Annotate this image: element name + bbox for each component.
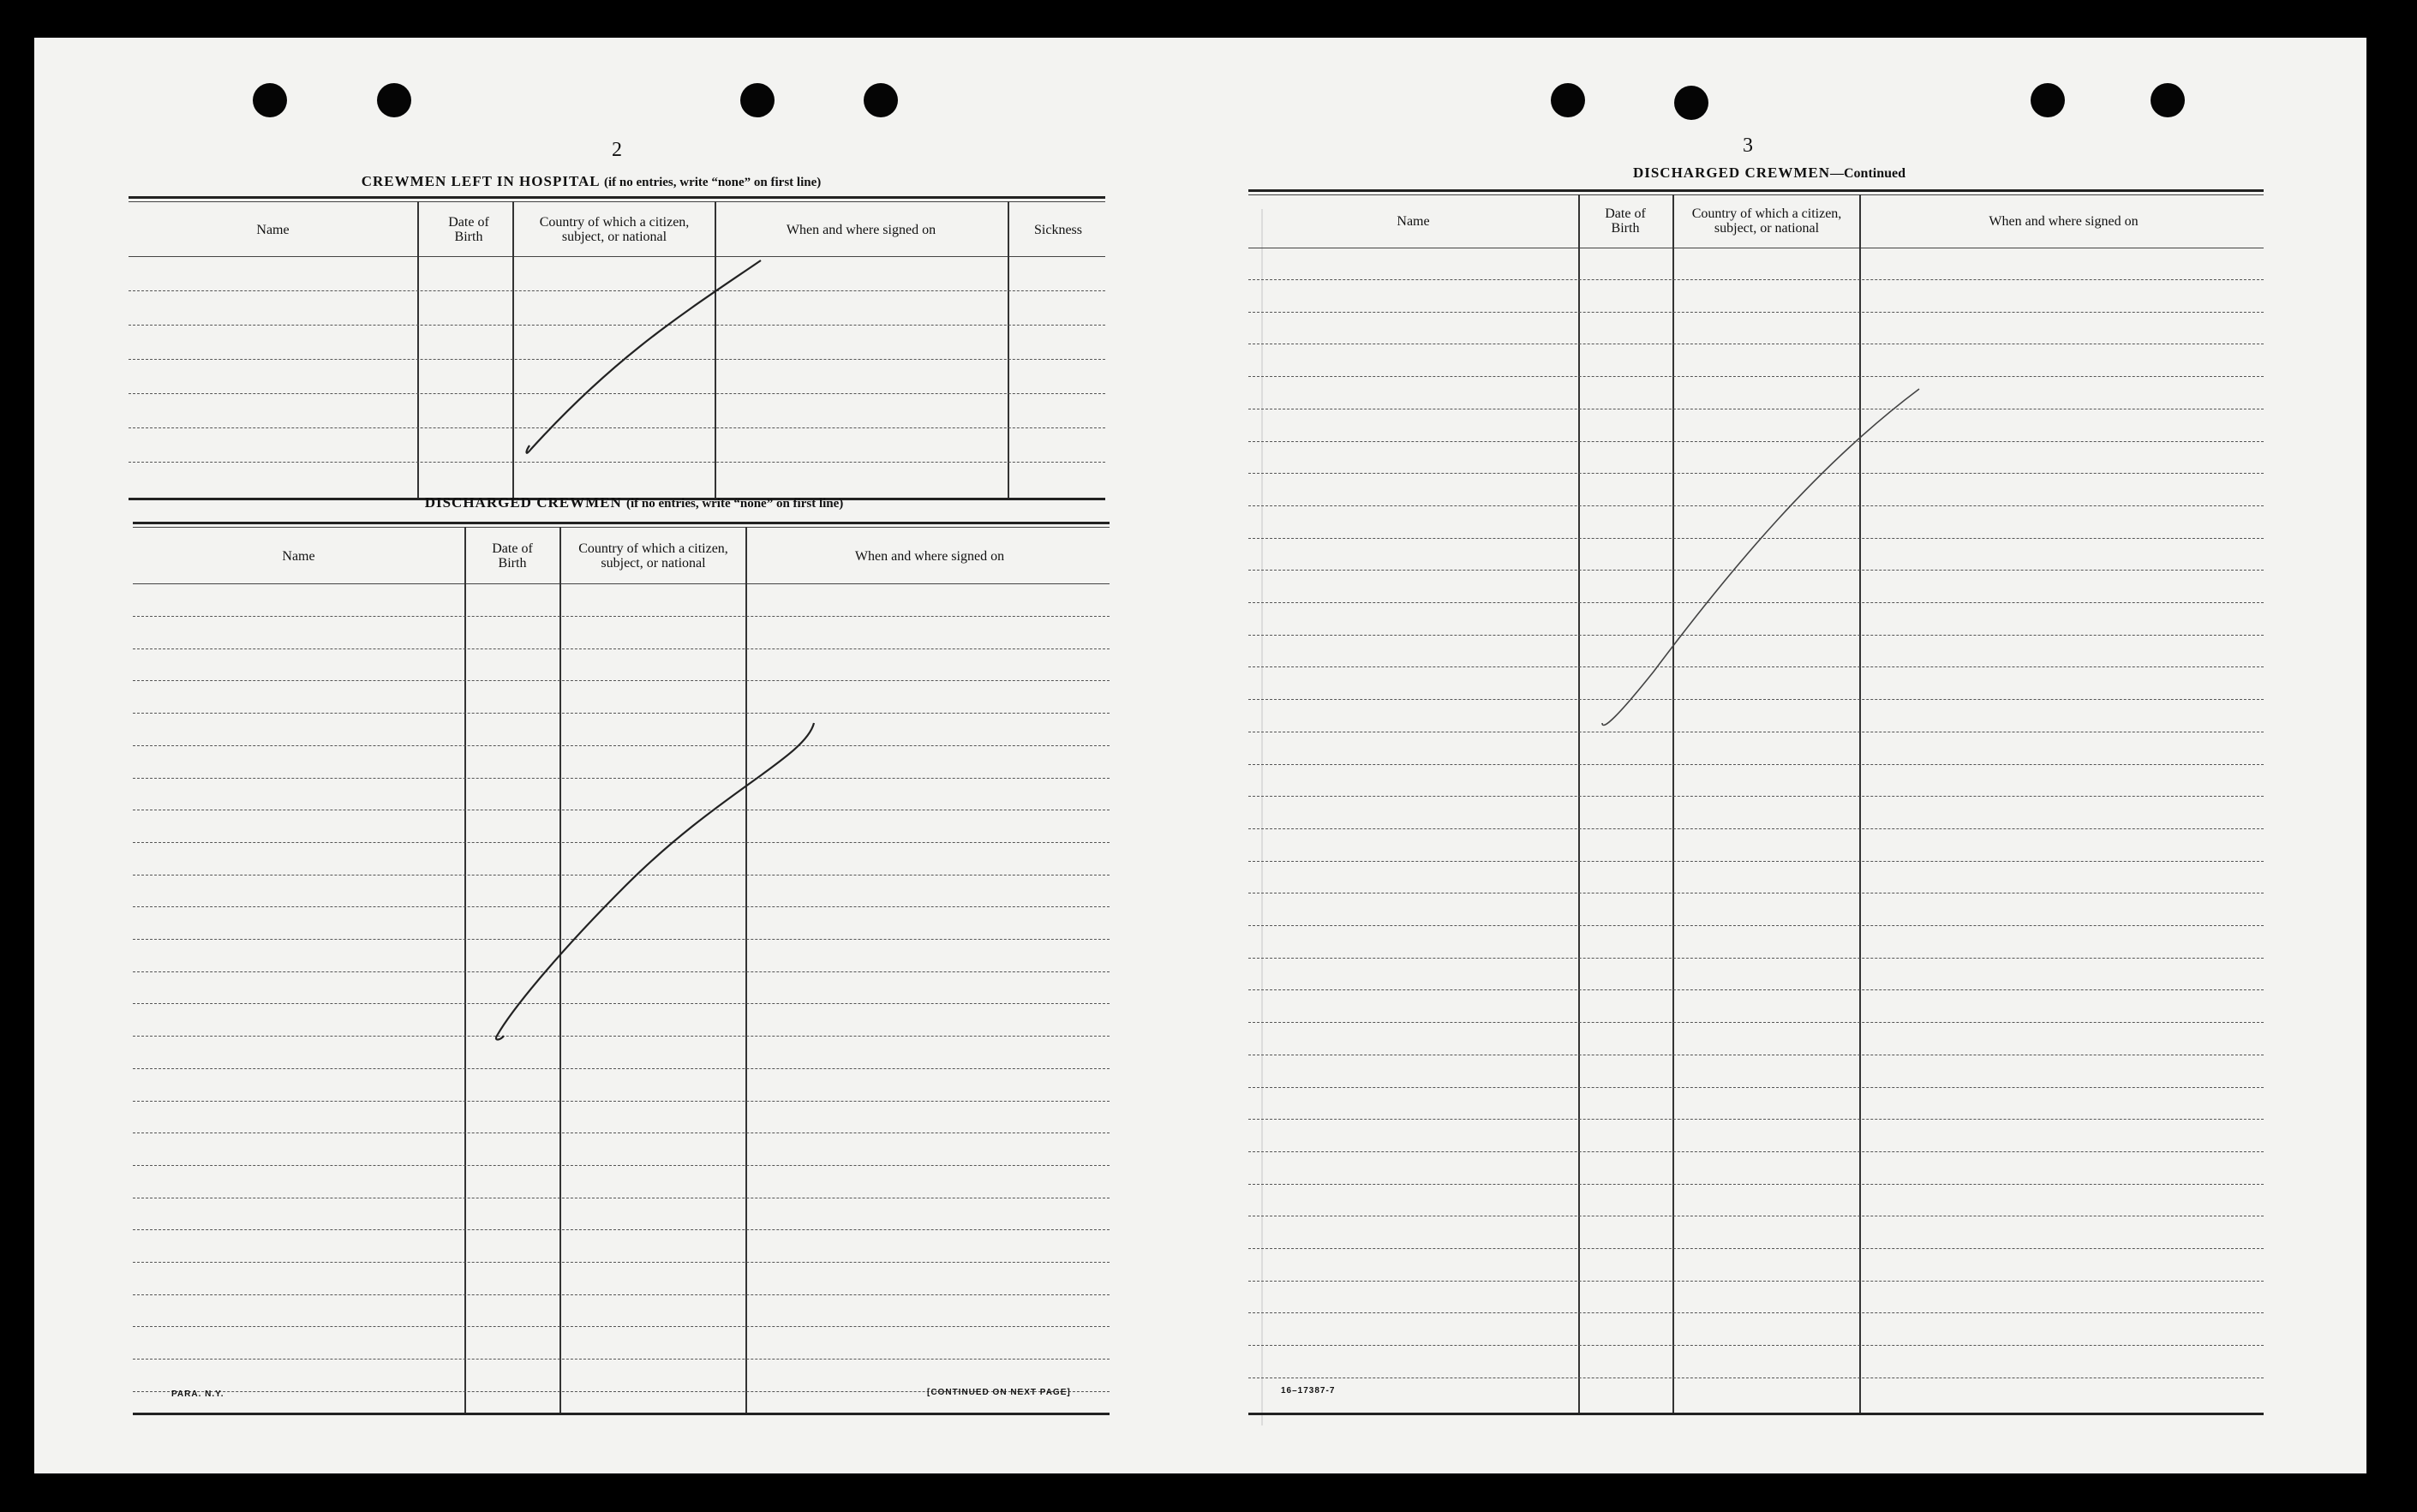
discharged-table-right xyxy=(1248,189,2264,1421)
entry-line xyxy=(133,616,1110,617)
entry-line xyxy=(1248,441,2264,442)
col-header-name: Name xyxy=(1397,213,1430,229)
entry-line xyxy=(1248,828,2264,829)
page-number-right: 3 xyxy=(1743,134,1753,157)
col-header-date-of-birth: Date of Birth xyxy=(448,215,489,244)
entry-line xyxy=(1248,764,2264,765)
entry-line xyxy=(1248,989,2264,990)
punch-hole xyxy=(377,83,411,117)
page-number-left: 2 xyxy=(612,139,622,161)
entry-line xyxy=(133,745,1110,746)
entry-line xyxy=(1248,538,2264,539)
entry-line xyxy=(1248,861,2264,862)
entry-line xyxy=(1248,635,2264,636)
hospital-table xyxy=(129,196,1105,505)
entry-line xyxy=(133,713,1110,714)
entry-line xyxy=(1248,1248,2264,1249)
entry-line xyxy=(133,1262,1110,1263)
discharged-continued-suffix: —Continued xyxy=(1830,166,1906,181)
col-header-signed-on: When and where signed on xyxy=(1989,213,2139,229)
col-header-name: Name xyxy=(256,222,290,237)
entry-line xyxy=(133,1036,1110,1037)
col-header-signed-on: When and where signed on xyxy=(854,548,1005,564)
discharged-section-title xyxy=(206,494,1062,511)
entry-line xyxy=(1248,312,2264,313)
entry-line xyxy=(133,648,1110,649)
entry-line xyxy=(1248,699,2264,700)
entry-line xyxy=(1248,1119,2264,1120)
discharged-continued-title xyxy=(1341,164,2198,182)
entry-line xyxy=(133,939,1110,940)
entry-line xyxy=(1248,1087,2264,1088)
entry-line xyxy=(1248,1312,2264,1313)
footer-printer-mark: PARA. N.Y. xyxy=(171,1389,224,1399)
entry-line xyxy=(1248,570,2264,571)
entry-line xyxy=(1248,796,2264,797)
col-header-country: Country of which a citizen, subject, or national xyxy=(539,215,690,244)
entry-line xyxy=(1248,376,2264,377)
punch-hole xyxy=(1674,86,1708,120)
entry-line xyxy=(133,1068,1110,1069)
col-header-country: Country of which a citizen, subject, or national xyxy=(1691,206,1842,236)
col-header-country: Country of which a citizen, subject, or national xyxy=(578,541,728,571)
discharged-table-left xyxy=(133,522,1110,1421)
entry-line xyxy=(1248,1184,2264,1185)
entry-line xyxy=(1248,279,2264,280)
col-header-date-of-birth: Date of Birth xyxy=(492,541,533,571)
entry-line xyxy=(133,1326,1110,1327)
entry-line xyxy=(133,1229,1110,1230)
entry-line xyxy=(133,1003,1110,1004)
entry-line xyxy=(133,1294,1110,1295)
entry-line xyxy=(1248,958,2264,959)
discharged-title-text: DISCHARGED CREWMEN xyxy=(424,494,622,511)
entry-line xyxy=(133,875,1110,876)
entry-line xyxy=(1248,666,2264,667)
col-header-sickness: Sickness xyxy=(1034,222,1082,237)
punch-hole xyxy=(864,83,898,117)
punch-hole xyxy=(2031,83,2065,117)
hospital-section-title xyxy=(163,173,1020,190)
footer-continued-note: [CONTINUED ON NEXT PAGE] xyxy=(927,1388,1071,1397)
entry-line xyxy=(1248,1281,2264,1282)
hospital-title-note: (if no entries, write “none” on first line) xyxy=(603,176,822,189)
entry-line xyxy=(1248,1151,2264,1152)
col-header-name: Name xyxy=(282,548,315,564)
document-sheet xyxy=(34,38,2366,1473)
discharged-continued-title-text: DISCHARGED CREWMEN xyxy=(1632,164,1830,181)
entry-line xyxy=(133,680,1110,681)
entry-line xyxy=(1248,602,2264,603)
punch-hole xyxy=(1551,83,1585,117)
entry-line xyxy=(133,842,1110,843)
entry-line xyxy=(1248,473,2264,474)
entry-line xyxy=(133,906,1110,907)
entry-line xyxy=(133,1359,1110,1360)
punch-hole xyxy=(253,83,287,117)
col-header-signed-on: When and where signed on xyxy=(786,222,936,237)
entry-line xyxy=(133,778,1110,779)
entry-line xyxy=(133,1165,1110,1166)
entry-line xyxy=(133,1101,1110,1102)
entry-line xyxy=(133,971,1110,972)
entry-line xyxy=(1248,1022,2264,1023)
hospital-title-text: CREWMEN LEFT IN HOSPITAL xyxy=(361,173,600,189)
entry-line xyxy=(1248,1345,2264,1346)
entry-line xyxy=(1248,505,2264,506)
punch-hole xyxy=(740,83,775,117)
punch-hole xyxy=(2151,83,2185,117)
col-header-date-of-birth: Date of Birth xyxy=(1605,206,1646,236)
discharged-title-note: (if no entries, write “none” on first line) xyxy=(626,497,844,511)
footer-form-number: 16–17387-7 xyxy=(1281,1386,1336,1395)
entry-line xyxy=(1248,925,2264,926)
